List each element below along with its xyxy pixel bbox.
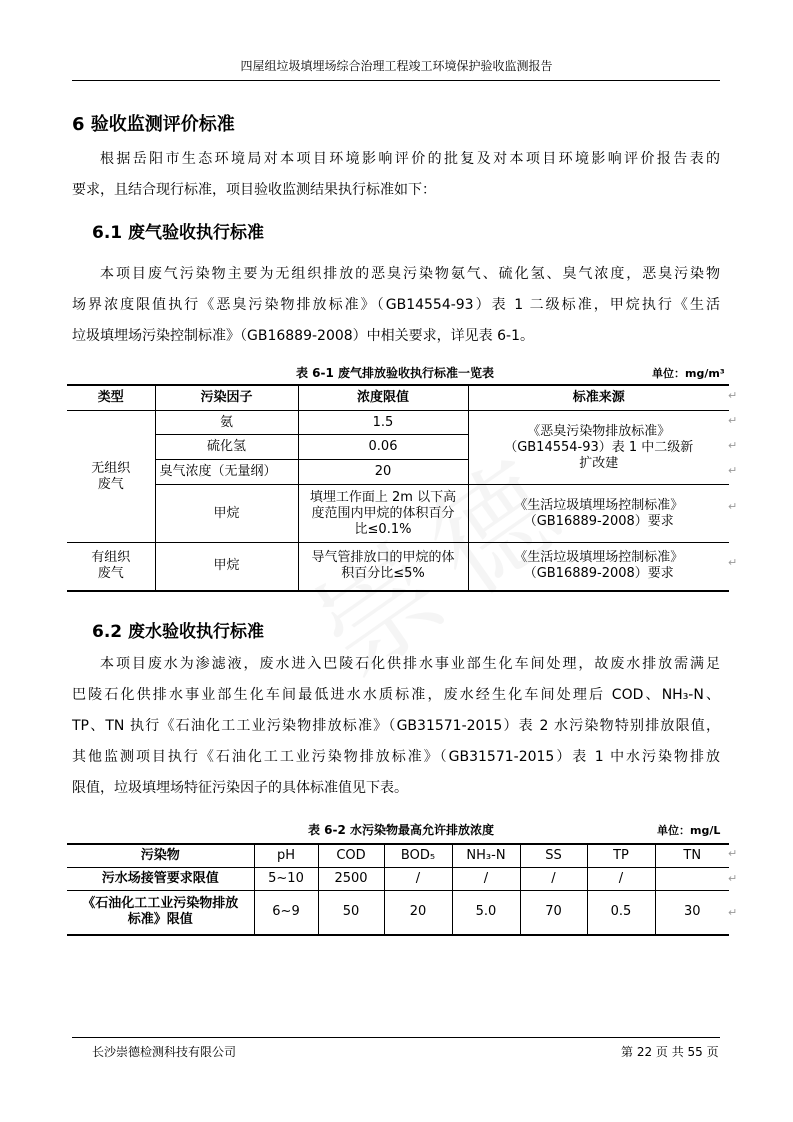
header-rule [72, 80, 720, 81]
cell: / [587, 868, 655, 891]
table-row [67, 868, 729, 891]
table-row [67, 485, 729, 543]
table-6-2-caption: 表 6-2 水污染物最高允许排放浓度 [308, 823, 495, 837]
source-cell: 《恶臭污染物排放标准》（GB14554-93）表 1 中二级新扩改建 [468, 411, 729, 485]
footer-company: 长沙崇德检测科技有限公司 [92, 1045, 237, 1059]
cell: 70 [520, 891, 587, 935]
section-6-heading: 6 验收监测评价标准 [72, 114, 235, 135]
para-line: 限值，垃圾填埋场特征污染因子的具体标准值见下表。 [72, 780, 408, 796]
header-cell: 污染因子 [155, 385, 298, 411]
para-line: 其他监测项目执行《石油化工工业污染物排放标准》（GB31571-2015）表 1 中水污染物排放 [72, 749, 720, 765]
para-line: TP、TN 执行《石油化工工业污染物排放标准》（GB31571-2015）表 2 水污染物特别排放限值， [72, 718, 720, 734]
cell: / [452, 868, 520, 891]
limit-cell: 20 [298, 460, 468, 485]
limit-cell: 1.5 [298, 411, 468, 435]
cell [655, 868, 729, 891]
row-end-mark: ↵ [728, 872, 738, 885]
table-6-1-unit: 单位：mg/m³ [652, 367, 725, 380]
para-line: 垃圾填埋场污染控制标准》（GB16889-2008）中相关要求，详见表 6-1。 [72, 328, 534, 344]
table-header-row [67, 385, 729, 411]
row-end-mark: ↵ [728, 464, 738, 477]
para-line: 本项目废气污染物主要为无组织排放的恶臭污染物氨气、硫化氢、臭气浓度，恶臭污染物 [100, 266, 720, 282]
row-end-mark: ↵ [728, 556, 738, 569]
factor-cell: 甲烷 [155, 485, 298, 543]
header-cell: NH₃-N [452, 844, 520, 868]
cell: 6~9 [254, 891, 318, 935]
table-row [67, 411, 729, 435]
type-cell: 有组织 废气 [67, 543, 155, 591]
factor-cell: 硫化氢 [155, 435, 298, 460]
footer-rule [72, 1037, 720, 1038]
limit-cell: 0.06 [298, 435, 468, 460]
factor-cell: 臭气浓度（无量纲） [155, 460, 298, 485]
header-cell: SS [520, 844, 587, 868]
row-end-mark: ↵ [728, 500, 738, 513]
cell: 0.5 [587, 891, 655, 935]
source-cell: 《生活垃圾填埋场控制标准》（GB16889-2008）要求 [468, 485, 729, 543]
para-line: 根据岳阳市生态环境局对本项目环境影响评价的批复及对本项目环境影响评价报告表的 [100, 151, 720, 167]
cell: 污水场接管要求限值 [67, 868, 254, 891]
cell: 30 [655, 891, 729, 935]
section-6-1-heading: 6.1 废气验收执行标准 [92, 223, 265, 243]
cell: 《石油化工工业污染物排放标准》限值 [67, 891, 254, 935]
para-line: 巴陵石化供排水事业部生化车间最低进水水质标准，废水经生化车间处理后 COD、NH₃-N、 [72, 687, 720, 703]
cell: 20 [384, 891, 452, 935]
header-cell: TN [655, 844, 729, 868]
cell: 50 [318, 891, 384, 935]
table-row [67, 543, 729, 591]
header-cell: COD [318, 844, 384, 868]
cell: 2500 [318, 868, 384, 891]
header-cell: pH [254, 844, 318, 868]
source-cell: 《生活垃圾填埋场控制标准》（GB16889-2008）要求 [468, 543, 729, 591]
header-cell: BOD₅ [384, 844, 452, 868]
factor-cell: 甲烷 [155, 543, 298, 591]
row-end-mark: ↵ [728, 906, 738, 919]
section-6-intro [72, 144, 720, 206]
table-6-2-unit: 单位：mg/L [657, 824, 721, 837]
limit-cell: 填埋工作面上 2m 以下高度范围内甲烷的体积百分比≤0.1% [298, 485, 468, 543]
section-6-2-paragraph [72, 649, 720, 804]
footer-page-number: 第 22 页 共 55 页 [621, 1045, 719, 1059]
section-6-2-heading: 6.2 废水验收执行标准 [92, 622, 265, 642]
row-end-mark: ↵ [728, 847, 738, 860]
cell: / [520, 868, 587, 891]
row-end-mark: ↵ [728, 389, 738, 402]
header-cell: 类型 [67, 385, 155, 411]
table-row [67, 891, 729, 935]
table-header-row [67, 844, 729, 868]
limit-cell: 导气管排放口的甲烷的体积百分比≤5% [298, 543, 468, 591]
header-cell: 标准来源 [468, 385, 729, 411]
header-cell: 浓度限值 [298, 385, 468, 411]
table-6-1 [67, 384, 729, 592]
cell: / [384, 868, 452, 891]
factor-cell: 氨 [155, 411, 298, 435]
row-end-mark: ↵ [728, 439, 738, 452]
row-end-mark: ↵ [728, 414, 738, 427]
cell: 5~10 [254, 868, 318, 891]
para-line: 场界浓度限值执行《恶臭污染物排放标准》（GB14554-93）表 1 二级标准，甲烷执行《生活 [72, 297, 720, 313]
para-line: 本项目废水为渗滤液，废水进入巴陵石化供排水事业部生化车间处理，故废水排放需满足 [100, 656, 720, 672]
table-6-1-caption: 表 6-1 废气排放验收执行标准一览表 [296, 366, 495, 380]
header-cell: TP [587, 844, 655, 868]
page-header-title: 四屋组垃圾填埋场综合治理工程竣工环境保护验收监测报告 [240, 59, 553, 73]
table-6-2 [67, 843, 729, 936]
type-cell: 无组织 废气 [67, 411, 155, 543]
cell: 5.0 [452, 891, 520, 935]
header-cell: 污染物 [67, 844, 254, 868]
para-line: 要求，且结合现行标准，项目验收监测结果执行标准如下： [72, 182, 436, 198]
section-6-1-paragraph [72, 259, 720, 352]
